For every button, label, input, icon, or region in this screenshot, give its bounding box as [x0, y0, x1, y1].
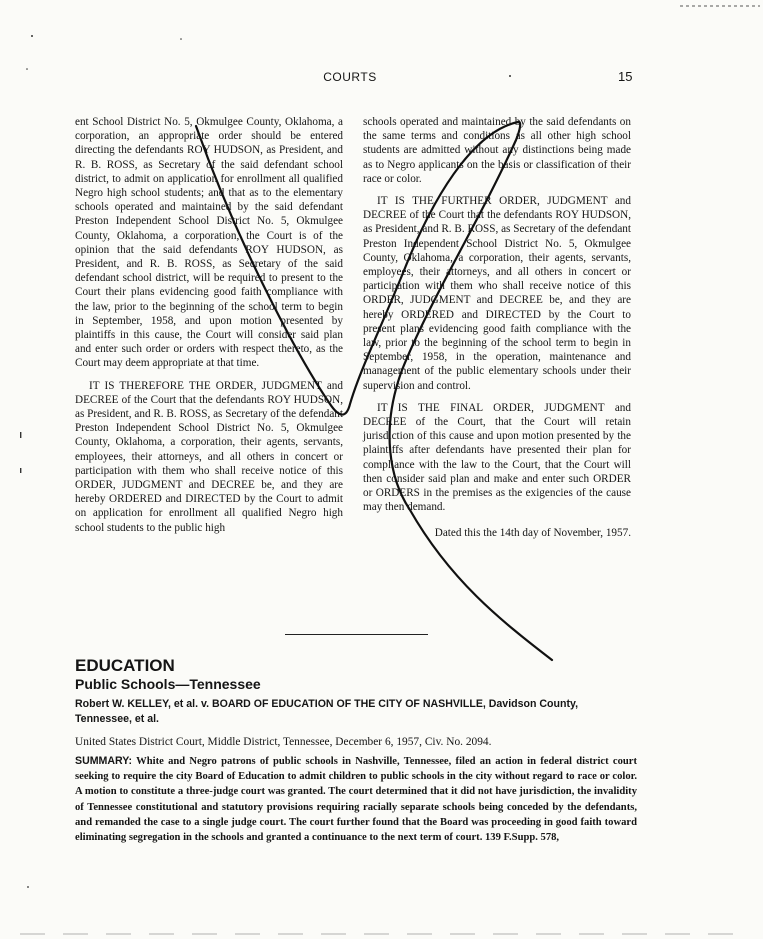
right-column: [363, 115, 631, 541]
right-paragraph-1: schools operated and maintained by the said defendants on the same terms and conditions as all other high school students are admitted without any distinctions being made as to Negro applicants on the basis or classification of their race or color.: [363, 116, 631, 185]
left-paragraph-2: IT IS THEREFORE THE ORDER, JUDGMENT and DECREE of the Court that the defendants ROY HUDSON, as President, and R. B. ROSS, as Secretary of the defendant Preston Independent School District No. 5, Okmulgee County, Oklahoma, a corporation, their agents, servants, employees, their attorneys, and all others in concert or participation with them who shall receive notice of this ORDER, JUDGMENT and DECREE be, and they are hereby ORDERED and DIRECTED by the Court to admit on application for enrollment all qualified Negro high school students to the public high: [75, 379, 343, 534]
page-number: 15: [618, 69, 633, 84]
dated-line: Dated this the 14th day of November, 1957.: [434, 527, 631, 540]
court-line: United States District Court, Middle District, Tennessee, December 6, 1957, Civ. No. 2094.: [75, 736, 492, 748]
right-paragraph-2: IT IS THE FURTHER ORDER, JUDGMENT and DECREE of the Court that the defendants ROY HUDSON, as President, and R. B. ROSS, as Secretary of the defendant Preston Independent School District No. 5, Okmulgee County, Oklahoma, a corporation, their agents, servants, employees, their attorneys, and all others in concert or participation with them who shall receive notice of this ORDER, JUDGMENT and DECREE be, and they are hereby ORDERED and DIRECTED by the Court to present plans evidencing good faith compliance with the law, prior to the beginning of the school term to begin in September, 1958, in the operation, maintenance and management of the public elementary schools under their supervision and control.: [363, 195, 631, 392]
header-title: COURTS: [323, 70, 377, 84]
case-summary: [75, 754, 637, 845]
right-paragraph-3: IT IS THE FINAL ORDER, JUDGMENT and DECREE of the Court, that the Court will retain jurisdiction of this cause and upon motion presented by the plaintiffs after defendants have presented their plan for compliance with the law to the Court, that the Court will then consider said plan and make and enter such ORDER or ORDERS in the premises as the exigencies of the cause may then demand.: [363, 401, 631, 514]
section-divider: [285, 634, 428, 635]
summary-label: SUMMARY:: [75, 755, 133, 767]
summary-text: White and Negro patrons of public schools in Nashville, Tennessee, filed an action in federal district court seeking to require the city Board of Education to admit children to public schools in the city without regard to race or color. A motion to constitute a three-judge court was granted. The court determined that it did not have jurisdiction, the invalidity of Tennessee constitutional and statutory provisions requiring racially separate schools being conceded by the defendants, and remanded the case to a single judge court. The court further found that the Board was proceeding in good faith toward eliminating segregation in the schools and granted a continuance to the next term of court. 139 F.Supp. 578,: [75, 756, 637, 844]
case-caption: Robert W. KELLEY, et al. v. BOARD OF EDUCATION OF THE CITY OF NASHVILLE, Davidson County, Tennessee, et al.: [75, 698, 579, 725]
section-heading: EDUCATION: [75, 656, 175, 675]
left-column: [75, 115, 343, 535]
left-paragraph-1: ent School District No. 5, Okmulgee County, Oklahoma, a corporation, an appropriate order should be entered directing the defendants ROY HUDSON, as President, and R. B. ROSS, as Secretary of the said defendant school district, to admit on application for enrollment all qualified Negro high school students; and that as to the elementary schools operated and maintained by the said defendant Preston Independent School District No. 5, Okmulgee County, Oklahoma, a corporation, the Court is of the opinion that the said defendants ROY HUDSON, as President, and R. B. ROSS, as Secretary of the said defendant school district, will be required to present to the Court their plans evidencing good faith compliance with the law, prior to the beginning of the school term to begin in September, 1958, and upon motion presented by plaintiffs in this cause, the Court will consider said plan and enter such order or orders with respect thereto, as the Court may deem appropriate at that time.: [75, 116, 343, 370]
section-subheading: Public Schools—Tennessee: [75, 676, 261, 692]
